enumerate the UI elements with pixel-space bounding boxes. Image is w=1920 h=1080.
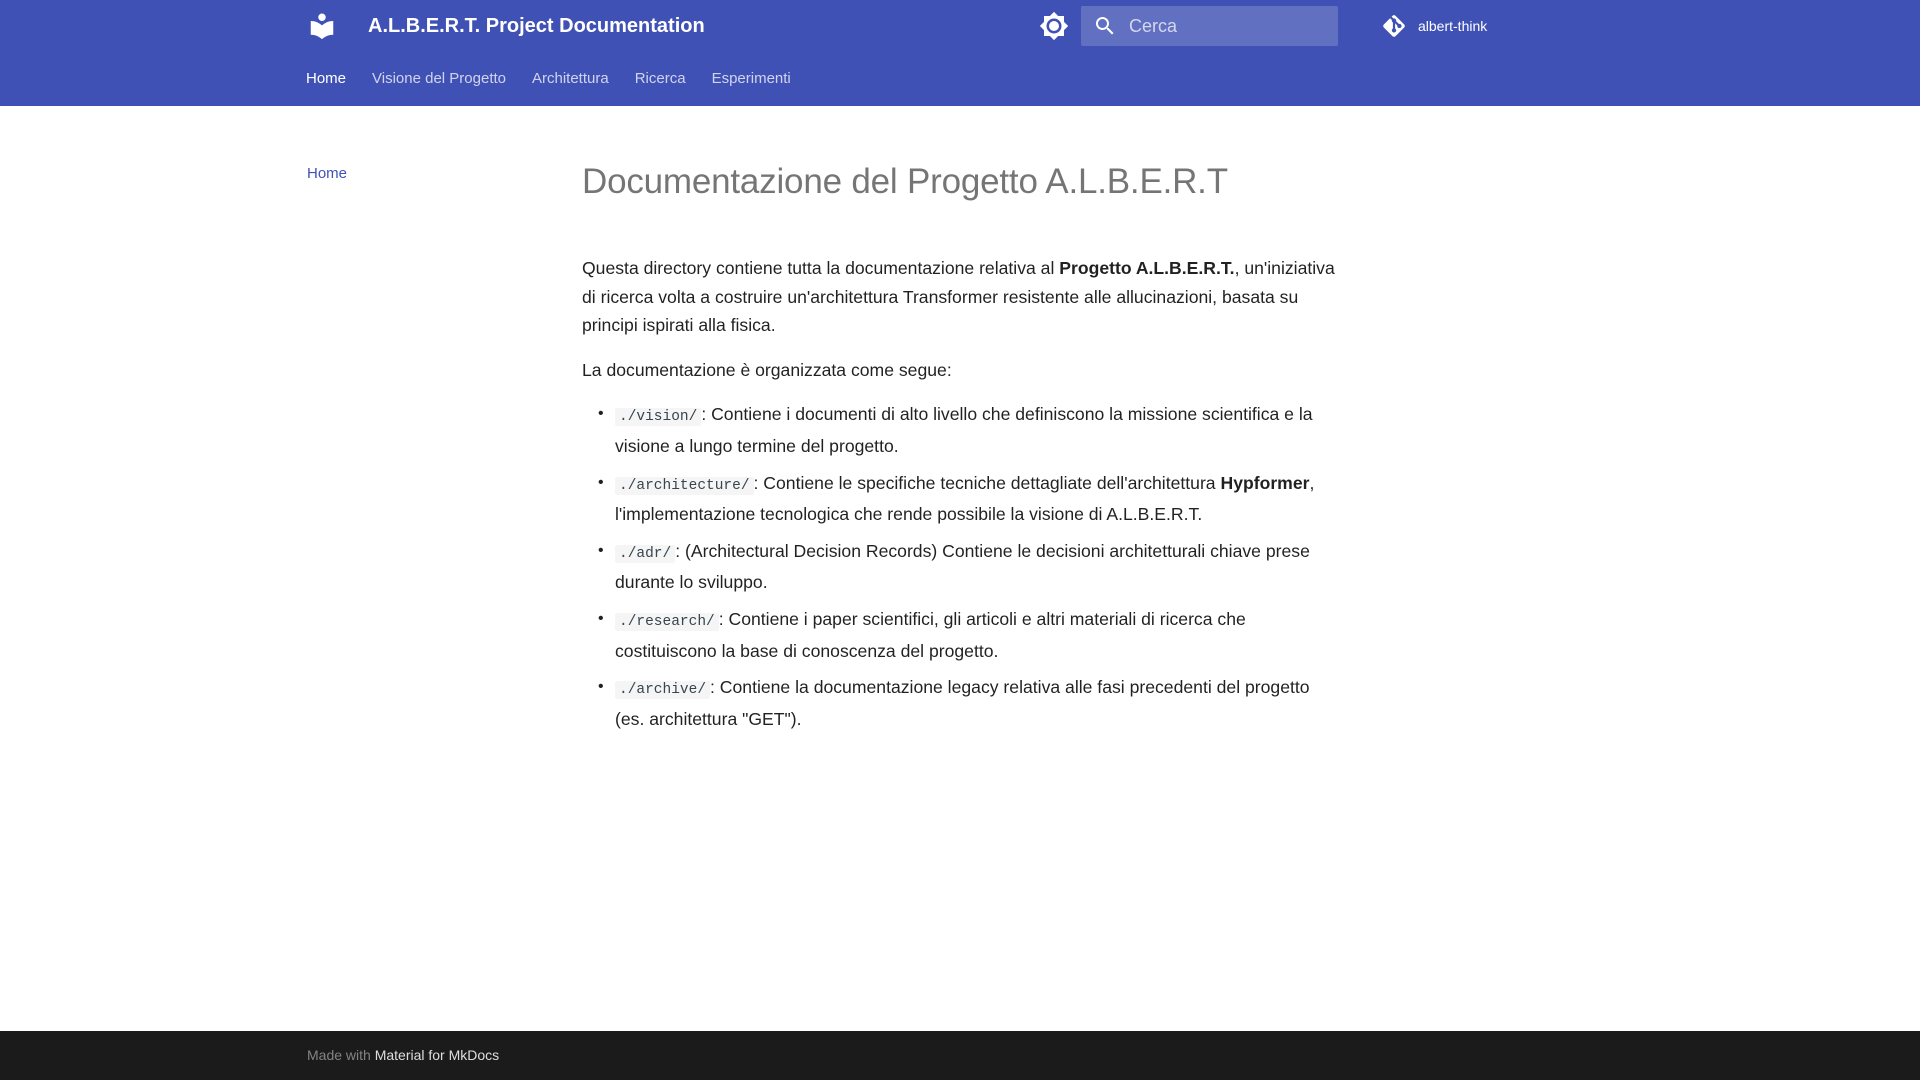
brightness-icon[interactable] bbox=[1039, 11, 1069, 41]
tab-ricerca[interactable]: Ricerca bbox=[634, 70, 686, 87]
intro-text-end: , un'iniziativa di ricerca volta a costruire un'architettura Transformer resistente alle allucinazioni, basata su principi ispirati alla fisica. bbox=[582, 258, 1335, 336]
main-content bbox=[582, 160, 1337, 741]
page-title: Documentazione del Progetto A.L.B.E.R.T bbox=[582, 162, 1228, 201]
list-item-architecture: • ./architecture/ : Contiene le specifiche tecniche dettagliate dell'architettura Hypformer, l'implementazione tecnologica che rende possibile la visione di A.L.B.E.R.T. bbox=[598, 472, 1315, 525]
code-path: ./adr/ bbox=[615, 545, 675, 563]
intro-paragraph bbox=[582, 254, 1337, 340]
list-item-tail: , l'implementazione tecnologica che rende possibile la visione di A.L.B.E.R.T. bbox=[615, 472, 1315, 525]
list-item-text: : Contiene i documenti di alto livello che definiscono la missione scientifica e la visione a lungo termine del progetto. bbox=[615, 404, 1313, 456]
footer-text bbox=[307, 1047, 499, 1063]
book-open-icon[interactable] bbox=[307, 11, 337, 41]
repo-link[interactable] bbox=[1381, 12, 1487, 40]
footer-mkdocs-link[interactable]: Material for MkDocs bbox=[374, 1047, 500, 1063]
intro-bold-project: Progetto A.L.B.E.R.T. bbox=[1059, 258, 1235, 278]
list-item-text: : Contiene la documentazione legacy relativa alle fasi precedenti del progetto (es. architettura "GET"). bbox=[615, 677, 1310, 729]
site-title[interactable]: A.L.B.E.R.T. Project Documentation bbox=[368, 15, 705, 37]
sidebar-item-home[interactable]: Home bbox=[307, 165, 348, 182]
list-item-archive: • ./archive/ : Contiene la documentazione legacy relativa alle fasi precedenti del progetto (es. architettura "GET"). bbox=[598, 677, 1310, 729]
tab-home[interactable]: Home bbox=[306, 70, 347, 87]
list-item-text: : (Architectural Decision Records) Contiene le decisioni architetturali chiave prese durante lo sviluppo. bbox=[615, 540, 1310, 593]
code-path: ./vision/ bbox=[615, 408, 701, 426]
code-path: ./research/ bbox=[615, 613, 719, 631]
organization-paragraph: La documentazione è organizzata come segue: bbox=[582, 359, 952, 380]
git-icon bbox=[1381, 13, 1407, 39]
footer bbox=[0, 1031, 1920, 1080]
header-bar bbox=[0, 0, 1920, 106]
code-path: ./archive/ bbox=[615, 681, 710, 699]
search-input[interactable] bbox=[1129, 6, 1329, 46]
search-box[interactable] bbox=[1081, 6, 1338, 46]
repo-name[interactable]: albert-think bbox=[1418, 18, 1488, 34]
directory-list bbox=[582, 400, 1337, 733]
tab-architettura[interactable]: Architettura bbox=[532, 70, 609, 87]
intro-text: Questa directory contiene tutta la documentazione relativa al bbox=[582, 258, 1060, 278]
list-item-text: : Contiene i paper scientifici, gli articoli e altri materiali di ricerca che costituiscono la base di conoscenza del progetto. bbox=[615, 608, 1246, 661]
list-item-research: • ./research/ : Contiene i paper scientifici, gli articoli e altri materiali di ricerca che costituiscono la base di conoscenza del progetto. bbox=[598, 608, 1246, 661]
code-path: ./architecture/ bbox=[615, 477, 754, 495]
list-item-text: : Contiene le specifiche tecniche dettagliate dell'architettura bbox=[753, 472, 1221, 493]
list-item-bold: Hypformer bbox=[1220, 472, 1310, 493]
search-icon bbox=[1093, 14, 1117, 38]
list-item-vision: • ./vision/ : Contiene i documenti di alto livello che definiscono la missione scientifica e la visione a lungo termine del progetto. bbox=[598, 404, 1313, 456]
footer-made-with: Made with bbox=[307, 1047, 375, 1063]
nav-tabs bbox=[306, 70, 817, 87]
tab-visione-del-progetto[interactable]: Visione del Progetto bbox=[372, 70, 506, 87]
tab-esperimenti[interactable]: Esperimenti bbox=[711, 70, 791, 87]
list-item-adr: • ./adr/ : (Architectural Decision Records) Contiene le decisioni architetturali chiave prese durante lo sviluppo. bbox=[598, 540, 1310, 593]
